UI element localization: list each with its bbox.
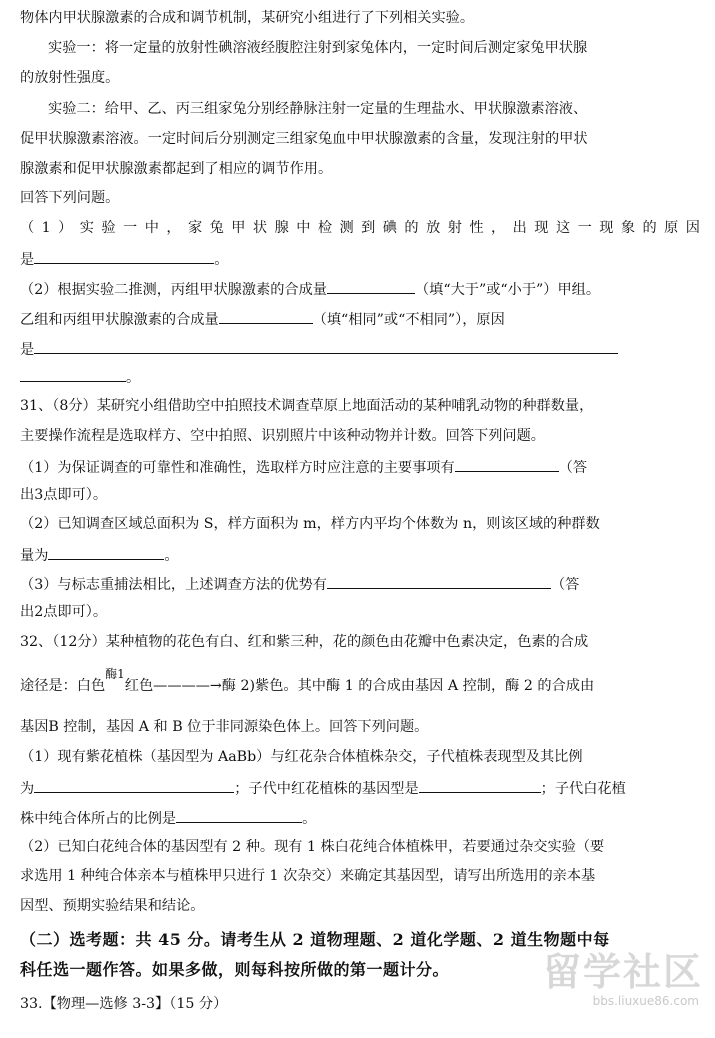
text-span: 量为 — [20, 548, 49, 564]
answer-blank[interactable] — [34, 777, 234, 793]
text-span: （2）根据实验二推测，丙组甲状腺激素的合成量 — [20, 282, 327, 298]
question-line — [20, 308, 700, 330]
question-line: （2）已知白花纯合体的基因型有 2 种。现有 1 株白花纯合体植株甲，若要通过杂交实验（要 — [20, 839, 605, 855]
text-span: ；子代中红花植株的基因型是 — [234, 781, 419, 797]
text-line: 回答下列问题。 — [20, 190, 120, 206]
text-line: 促甲状腺激素溶液。一定时间后分别测定三组家兔血中甲状腺激素的含量，发现注射的甲状 — [20, 131, 588, 147]
answer-blank[interactable] — [176, 807, 302, 823]
answer-line — [20, 777, 700, 799]
question-line: 32、（12分）某种植物的花色有白、红和紫三种，花的颜色由花瓣中色素决定，色素的合成 — [20, 634, 589, 650]
text-span: 乙组和丙组甲状腺激素的合成量 — [20, 312, 219, 328]
text-span: （填“大于”或“小于”）甲组。 — [414, 282, 601, 298]
question-title: 33.【物理—选修 3-3】（15 分） — [20, 996, 228, 1012]
text-line: 出2点即可）。 — [20, 604, 108, 620]
text-span: 红色————→酶 2)紫色。其中酶 1 的合成由基因 A 控制，酶 2 的合成由 — [124, 678, 595, 694]
section-heading: 科任选一题作答。如果多做，则每科按所做的第一题计分。 — [20, 960, 450, 979]
text-line: 实验一：将一定量的放射性碘溶液经腹腔注射到家兔体内，一定时间后测定家兔甲状腺 — [48, 40, 588, 56]
text-line: 基因B 控制，基因 A 和 B 位于非同源染色体上。回答下列问题。 — [20, 719, 429, 735]
answer-blank[interactable] — [419, 777, 541, 793]
question-line: （2）已知调查区域总面积为 S，样方面积为 m，样方内平均个体数为 n，则该区域的种群数 — [20, 516, 600, 532]
question-line — [20, 278, 700, 300]
answer-blank[interactable] — [455, 456, 559, 472]
text-line: 出3点即可）。 — [20, 487, 108, 503]
answer-blank[interactable] — [34, 338, 618, 354]
text-span: （1）为保证调查的可靠性和准确性，选取样方时应注意的主要事项有 — [20, 460, 455, 476]
watermark-logo-text: 留学社区 — [542, 950, 703, 994]
text-line: 求选用 1 种纯合体亲本与植株甲只进行 1 次杂交）来确定其基因型，请写出所选用的亲本基 — [20, 868, 596, 884]
watermark-url: bbs.liuxue86.com — [592, 994, 699, 1008]
answer-line — [20, 366, 700, 388]
answer-line — [20, 807, 700, 829]
text-span: 。 — [126, 370, 141, 386]
text-span: 。 — [302, 811, 317, 827]
answer-blank[interactable] — [20, 366, 126, 382]
text-span: 是 — [20, 342, 35, 358]
answer-blank[interactable] — [34, 248, 214, 264]
text-span: 是 — [20, 252, 35, 268]
text-span: （答 — [558, 460, 588, 476]
text-span: 株中纯合体所占的比例是 — [20, 811, 177, 827]
text-line: 腺激素和促甲状腺激素都起到了相应的调节作用。 — [20, 161, 333, 177]
text-span: 。 — [164, 548, 179, 564]
answer-blank[interactable] — [219, 308, 313, 324]
enzyme-label: 酶1 — [105, 667, 125, 681]
text-span: 为 — [20, 781, 35, 797]
text-span: 。 — [214, 252, 229, 268]
text-span: （填“相同”或“不相同”），原因 — [312, 312, 505, 328]
text-line: 因型、预期实验结果和结论。 — [20, 898, 205, 914]
text-line: 物体内甲状腺激素的合成和调节机制，某研究小组进行了下列相关实验。 — [20, 10, 475, 26]
text-span: 途径是：白色 — [20, 678, 106, 694]
text-span: （3）与标志重捕法相比，上述调查方法的优势有 — [20, 577, 327, 593]
text-line: 的放射性强度。 — [20, 70, 120, 86]
question-line: （1）现有紫花植株（基因型为 AaBb）与红花杂合体植株杂交，子代植株表现型及其比例 — [20, 749, 583, 765]
answer-line — [20, 338, 700, 360]
text-line: 实验二：给甲、乙、丙三组家兔分别经静脉注射一定量的生理盐水、甲状腺激素溶液、 — [48, 101, 588, 117]
question-line: （1）实验一中，家兔甲状腺中检测到碘的放射性，出现这一现象的原因 — [20, 220, 700, 236]
question-line: 31、（8分）某研究小组借助空中拍照技术调查草原上地面活动的某种哺乳动物的种群数量， — [20, 398, 594, 414]
text-line: 主要操作流程是选取样方、空中拍照、识别照片中该种动物并计数。回答下列问题。 — [20, 428, 545, 444]
answer-blank[interactable] — [327, 278, 415, 294]
text-span: ；子代白花植 — [540, 781, 626, 797]
pathway-line — [20, 667, 700, 696]
section-heading: （二）选考题：共 45 分。请考生从 2 道物理题、2 道化学题、2 道生物题中每 — [20, 930, 610, 949]
question-line — [20, 573, 700, 595]
text-span: （答 — [550, 577, 580, 593]
answer-blank[interactable] — [327, 573, 551, 589]
answer-blank[interactable] — [48, 544, 164, 560]
watermark — [513, 950, 703, 1020]
answer-line — [20, 248, 700, 270]
question-line — [20, 456, 700, 478]
answer-line — [20, 544, 700, 566]
